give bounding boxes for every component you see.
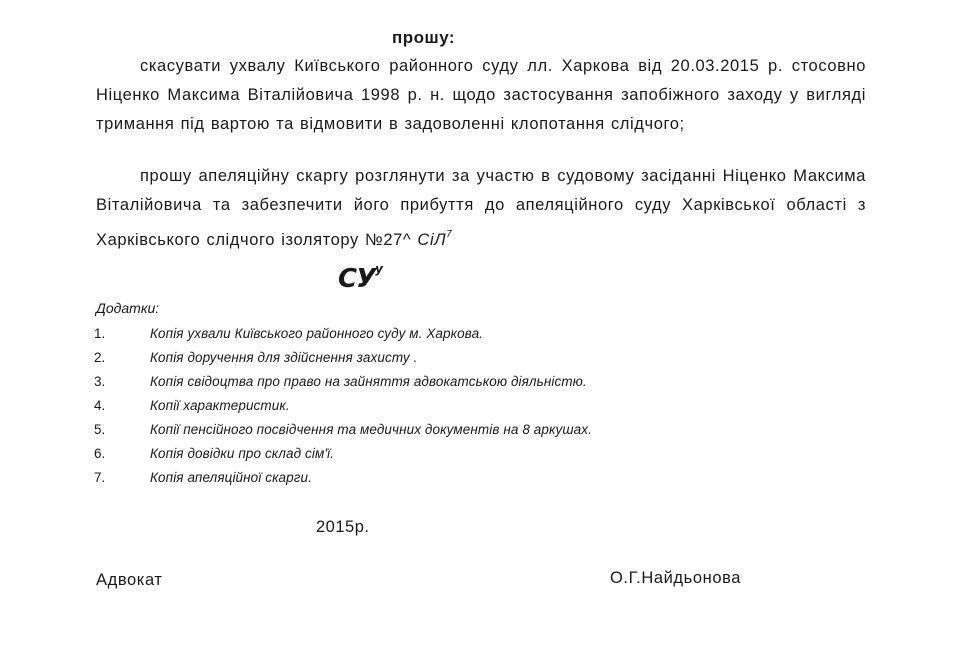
request-heading: прошу:	[392, 28, 456, 47]
document-year: 2015р.	[316, 518, 370, 536]
attachment-text: Копія свідоцтва про право на зайняття адвокатською діяльністю.	[150, 374, 587, 389]
attachment-number: 1.	[94, 326, 106, 341]
attachment-text: Копія ухвали Київського районного суду м. Харкова.	[150, 326, 484, 341]
signer-name: О.Г.Найдьонова	[610, 569, 742, 587]
signature-mark-text: СУ	[338, 264, 376, 294]
request-paragraph-2	[96, 162, 866, 255]
request-paragraph-1	[96, 52, 866, 139]
attachment-text: Копії пенсійного посвідчення та медичних документів на 8 аркушах.	[150, 422, 592, 437]
attachments-list	[94, 322, 592, 490]
attachment-item	[94, 370, 592, 394]
reference-tail-text: СіЛ	[417, 231, 447, 249]
attachment-text: Копія апеляційної скарги.	[150, 470, 312, 485]
attachment-number: 7.	[94, 470, 106, 485]
attachment-item	[94, 466, 592, 490]
attachment-number: 3.	[94, 374, 106, 389]
signature-mark-sup: у	[375, 262, 382, 276]
attachments-title: Додатки:	[96, 300, 160, 316]
attachment-number: 5.	[94, 422, 106, 437]
attachment-item	[94, 346, 592, 370]
attachment-item	[94, 394, 592, 418]
attachment-number: 6.	[94, 446, 106, 461]
attachment-text: Копія доручення для здійснення захисту .	[150, 350, 418, 365]
signature-mark	[338, 262, 382, 294]
reference-tail	[417, 231, 452, 249]
signer-role: Адвокат	[96, 571, 163, 589]
request-paragraph-1-text: скасувати ухвалу Київського районного суду лл. Харкова від 20.03.2015 р. стосовно Ніценко Максима Віталійовича 1998 р. н. щодо застосування запобіжного заходу у вигляді тримання під вартою та відмовити в задоволенні клопотання слідчого;	[96, 57, 866, 133]
attachment-item	[94, 322, 592, 346]
attachment-text: Копії характеристик.	[150, 398, 290, 413]
attachment-number: 4.	[94, 398, 106, 413]
attachment-item	[94, 442, 592, 466]
reference-tail-sup: 7	[446, 229, 453, 240]
attachment-item	[94, 418, 592, 442]
request-paragraph-2-text: прошу апеляційну скаргу розглянути за участю в судовому засіданні Ніценко Максима Віталійовича та забезпечити його прибуття до апеляційного суду Харківської області з Харківського слідчого ізолятору №27^	[96, 167, 866, 249]
attachment-text: Копія довідки про склад сім'ї.	[150, 446, 334, 461]
attachment-number: 2.	[94, 350, 106, 365]
